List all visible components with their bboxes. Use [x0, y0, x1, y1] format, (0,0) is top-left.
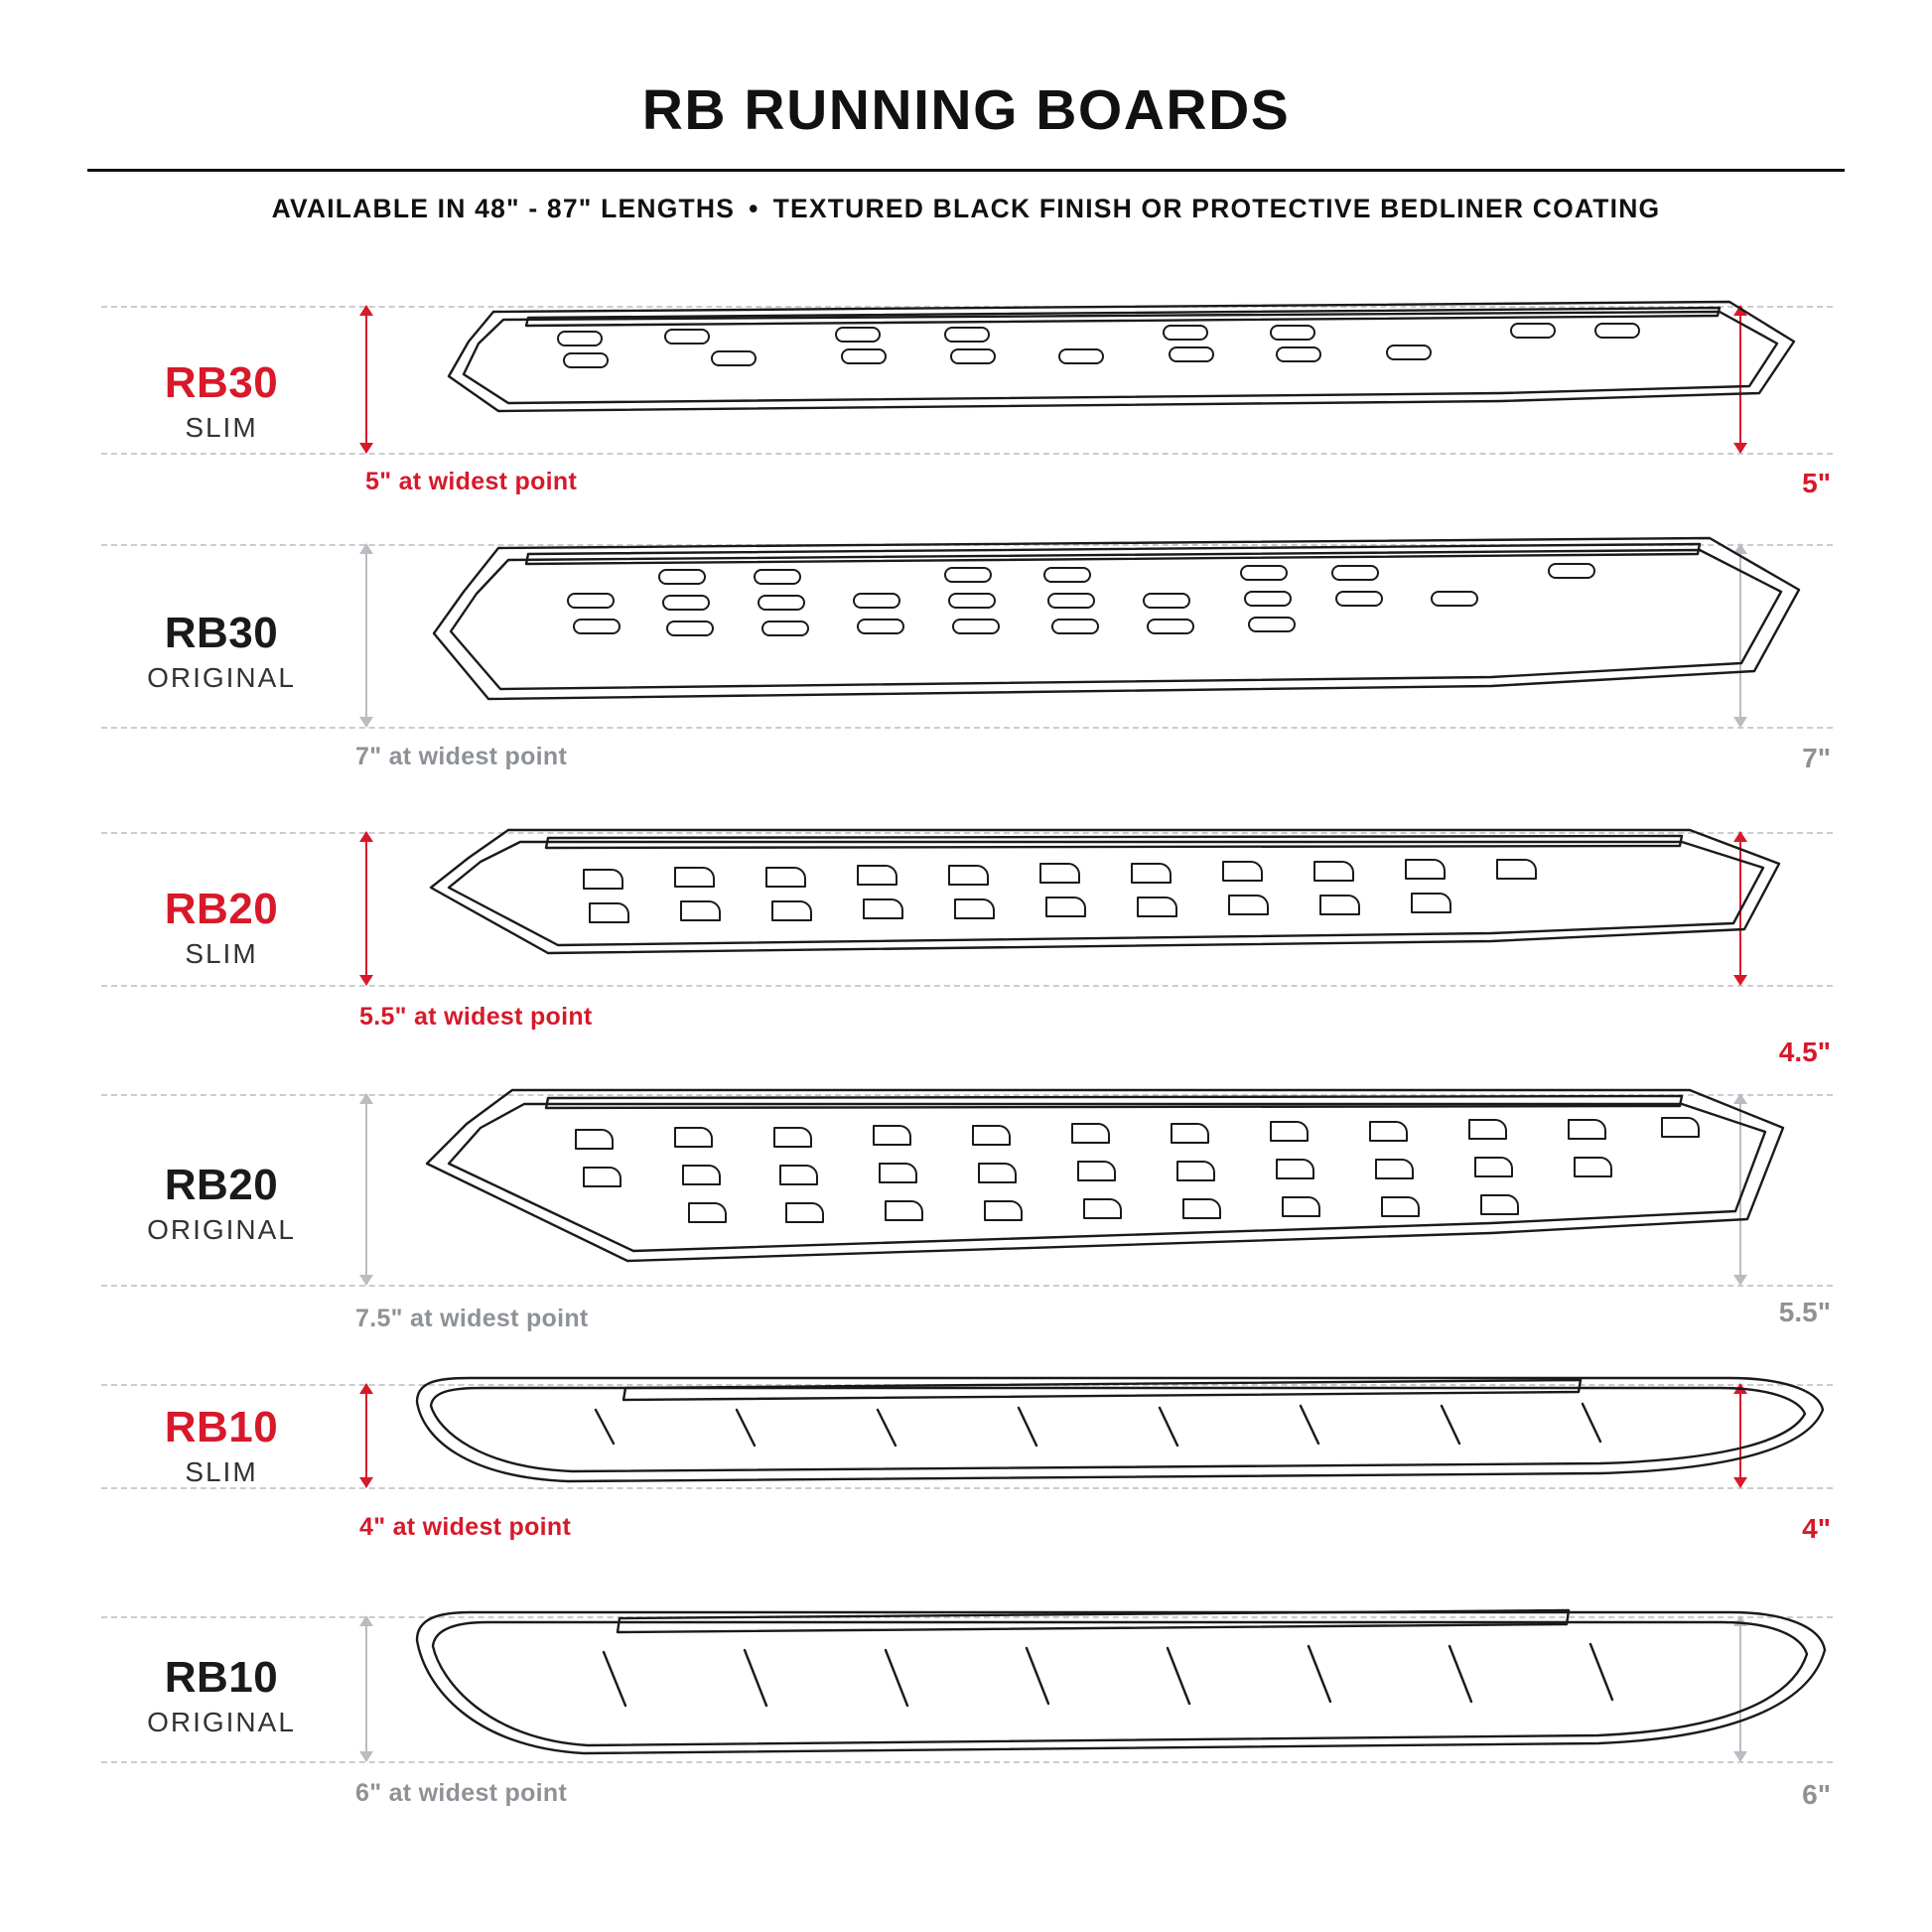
row-rb30-slim [71, 264, 1861, 512]
variant-name: SLIM [185, 1456, 258, 1487]
left-dimension-arrow [365, 306, 367, 453]
header-subtitle [71, 172, 1861, 224]
row-rb30-original [71, 512, 1861, 790]
variant-name: SLIM [185, 938, 258, 969]
model-name: RB10 [164, 1653, 279, 1702]
variant-name: SLIM [185, 412, 258, 443]
left-dimension-arrow [365, 1616, 367, 1761]
widest-point-label: 6" at widest point [355, 1779, 568, 1807]
widest-point-label: 5.5" at widest point [359, 1003, 593, 1031]
page-title: RB RUNNING BOARDS [641, 78, 1291, 142]
subtitle-lengths: AVAILABLE IN 48" - 87" LENGTHS [271, 194, 736, 223]
variant-name: ORIGINAL [147, 1214, 296, 1245]
widest-point-label: 7.5" at widest point [355, 1305, 589, 1332]
row-rb20-original [71, 1056, 1861, 1348]
left-dimension-arrow [365, 544, 367, 727]
board-illustration-rb20-slim [409, 812, 1829, 1001]
model-name: RB20 [164, 1161, 279, 1209]
row-label-rb20-slim [117, 885, 326, 969]
board-illustration-rb20-original [409, 1072, 1829, 1297]
board-rows [71, 264, 1861, 1823]
row-label-rb30-original [117, 609, 326, 693]
widest-point-label: 7" at widest point [355, 743, 568, 770]
row-rb10-slim [71, 1348, 1861, 1585]
row-rb20-slim [71, 790, 1861, 1067]
subtitle-separator: • [749, 194, 759, 223]
left-dimension-arrow [365, 1094, 367, 1285]
row-label-rb10-slim [117, 1403, 326, 1487]
right-dimension-label: 5.5" [1778, 1297, 1831, 1327]
right-dimension-label: 4" [1802, 1513, 1831, 1544]
model-name: RB30 [164, 358, 279, 407]
row-label-rb10-original [117, 1653, 326, 1737]
widest-point-label: 4" at widest point [359, 1513, 572, 1541]
left-dimension-arrow [365, 832, 367, 985]
board-illustration-rb30-slim [409, 282, 1829, 471]
subtitle-finish: TEXTURED BLACK FINISH OR PROTECTIVE BEDLINER COATING [772, 194, 1661, 223]
board-illustration-rb10-slim [409, 1366, 1829, 1515]
right-dimension-label: 5" [1802, 468, 1831, 498]
widest-point-label: 5" at widest point [365, 468, 578, 495]
model-name: RB30 [164, 609, 279, 657]
variant-name: ORIGINAL [147, 662, 296, 693]
model-name: RB20 [164, 885, 279, 933]
right-dimension-label: 7" [1802, 743, 1831, 773]
model-name: RB10 [164, 1403, 279, 1451]
row-label-rb30-slim [117, 358, 326, 443]
row-label-rb20-original [117, 1161, 326, 1245]
variant-name: ORIGINAL [147, 1707, 296, 1737]
left-dimension-arrow [365, 1384, 367, 1487]
row-rb10-original [71, 1585, 1861, 1823]
board-illustration-rb10-original [409, 1598, 1829, 1787]
right-dimension-label: 4.5" [1778, 1036, 1831, 1067]
right-dimension-label: 6" [1802, 1779, 1831, 1810]
board-illustration-rb30-original [409, 522, 1829, 741]
